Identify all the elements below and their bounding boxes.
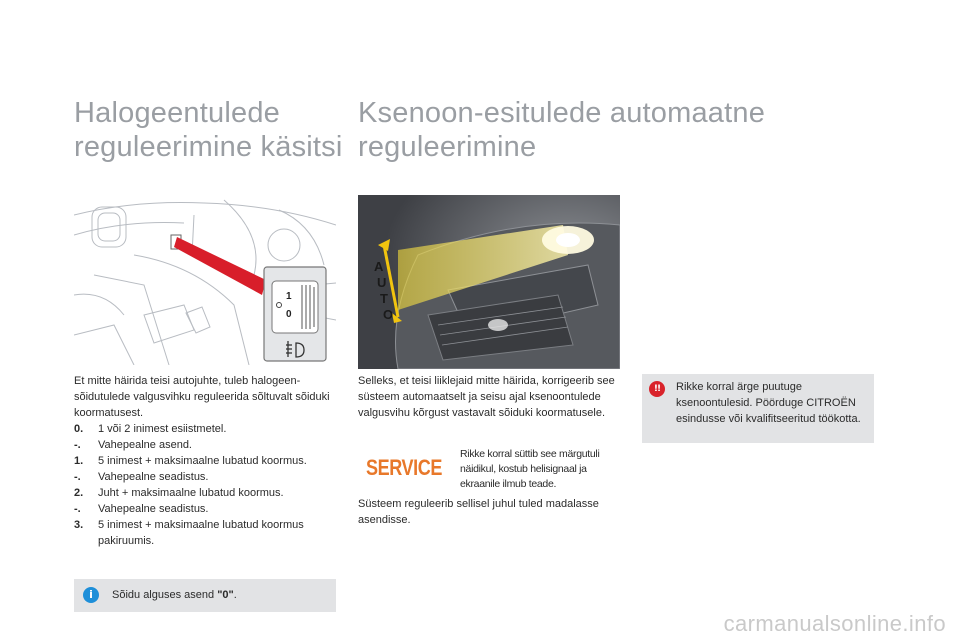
list-key: 3. — [74, 519, 84, 531]
footer-watermark: carmanualsonline.info — [723, 611, 946, 636]
list-item — [74, 437, 336, 453]
list-item — [74, 469, 336, 485]
list-item — [74, 421, 336, 437]
car-front-drawing — [358, 195, 620, 369]
list-key: -. — [74, 439, 81, 451]
list-key: 2. — [74, 487, 84, 499]
info-value: "0" — [217, 589, 234, 601]
warning-text: Rikke korral ärge puutuge ksenoontulesid. Pöörduge CITROËN esindusse või kvalifitseeritud töökotta. — [676, 381, 861, 425]
service-warning-icon: SERVICE — [366, 455, 443, 480]
dashboard-drawing — [74, 195, 336, 365]
list-text: Vahepealne seadistus. — [98, 503, 209, 515]
list-key: 0. — [74, 423, 84, 435]
auto-letter-o: O — [383, 307, 394, 322]
info-text-main: Sõidu alguses asend — [112, 589, 218, 601]
list-text: Vahepealne asend. — [98, 439, 192, 451]
right-paragraph-1: Selleks, et teisi liiklejaid mitte häirida, korrigeerib see süsteem automaatselt ja seisu ajal ksenoontulede valgusvihu kõrgust vastavalt sõiduki koormatusele. — [358, 375, 615, 419]
info-icon: i — [83, 587, 99, 603]
left-body — [74, 373, 336, 549]
dial-label-1: 1 — [286, 291, 292, 302]
list-key: 1. — [74, 455, 84, 467]
info-text — [112, 588, 237, 603]
list-key: -. — [74, 471, 81, 483]
info-box — [74, 579, 336, 612]
dial-label-0: 0 — [286, 309, 292, 320]
list-item — [74, 485, 336, 501]
headlamp-dial-illustration — [74, 195, 336, 365]
xenon-auto-illustration — [358, 195, 620, 369]
auto-letter-a: A — [374, 259, 384, 274]
pointer-arrow — [174, 237, 266, 295]
right-heading — [358, 96, 765, 164]
list-text: 1 või 2 inimest esiistmetel. — [98, 423, 227, 435]
warning-icon: !! — [649, 381, 665, 397]
auto-letter-t: T — [380, 291, 388, 306]
list-item — [74, 501, 336, 517]
left-heading-line2: reguleerimine käsitsi — [74, 131, 343, 163]
right-heading-line1: Ksenoon-esitulede automaatne — [358, 97, 766, 129]
list-text: 5 inimest + maksimaalne lubatud koormus pakiruumis. — [98, 519, 304, 547]
list-item — [74, 517, 336, 549]
left-heading — [74, 96, 343, 164]
list-text: Vahepealne seadistus. — [98, 471, 209, 483]
list-key: -. — [74, 503, 81, 515]
right-paragraph-2: Süsteem reguleerib sellisel juhul tuled madalasse asendisse. — [358, 498, 599, 526]
list-text: 5 inimest + maksimaalne lubatud koormus. — [98, 455, 307, 467]
list-text: Juht + maksimaalne lubatud koormus. — [98, 487, 284, 499]
auto-letter-u: U — [377, 275, 387, 290]
left-heading-line1: Halogeentulede — [74, 97, 280, 129]
left-intro: Et mitte häirida teisi autojuhte, tuleb halogeen-sõidutulede valgusvihku reguleerida sõltuvalt sõiduki koormatusest. — [74, 375, 330, 419]
right-heading-line2: reguleerimine — [358, 131, 537, 163]
info-suffix: . — [233, 589, 237, 601]
warning-box — [642, 374, 874, 443]
list-item — [74, 453, 336, 469]
service-note: Rikke korral süttib see märgutuli näidikul, kostub helisignaal ja ekraanile ilmub teade. — [460, 448, 600, 490]
